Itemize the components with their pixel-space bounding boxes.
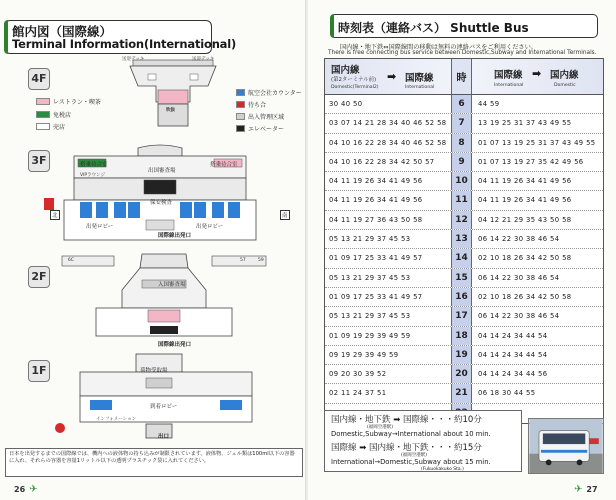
header-rfrom-en: International bbox=[494, 83, 524, 88]
conn-line1-jp: 国内線・地下鉄 ➡ 国際線・・・約10分 bbox=[331, 415, 482, 425]
departure-minutes-intl-to-dom: 01 07 13 19 27 35 42 49 56 bbox=[478, 157, 584, 166]
hour-cell: 21 bbox=[452, 384, 472, 402]
departure-minutes-dom-to-intl: 05 13 21 29 37 45 53 bbox=[325, 269, 452, 287]
hour-cell: 15 bbox=[452, 269, 472, 287]
departure-minutes-intl-to-dom: 02 10 18 26 34 42 50 58 bbox=[478, 254, 572, 263]
departure-minutes-dom-to-intl: 05 13 21 29 37 45 53 bbox=[325, 230, 452, 248]
timetable-row bbox=[325, 327, 603, 346]
header-hour: 時 bbox=[452, 59, 472, 94]
floor-badge-3f: 3F bbox=[28, 150, 50, 172]
timetable-row bbox=[325, 230, 603, 249]
gate-57: 57 bbox=[240, 258, 246, 263]
departure-minutes-intl-to-dom: 01 07 13 19 25 31 37 43 49 55 bbox=[478, 138, 596, 147]
title-accent-bar bbox=[4, 20, 8, 54]
timetable-header bbox=[325, 59, 603, 95]
legend-label: 航空会社カウンター bbox=[248, 90, 302, 97]
airplane-icon: ✈ bbox=[574, 484, 583, 495]
departure-minutes-intl-to-dom: 02 10 18 26 34 42 50 58 bbox=[478, 292, 572, 301]
shuttle-title: 時刻表（連絡バス） Shuttle Bus bbox=[338, 21, 529, 35]
header-intl-to-domestic bbox=[472, 59, 603, 94]
page-number-right bbox=[574, 484, 598, 495]
title-accent-bar bbox=[330, 14, 334, 38]
conn-line2-en-sub: (Fukuokakuko Sta.) bbox=[421, 467, 464, 472]
gate-6c: 6C bbox=[68, 258, 75, 263]
departure-minutes-dom-to-intl: 02 11 24 37 51 bbox=[325, 384, 452, 402]
departure-minutes-intl-to-dom: 44 59 bbox=[478, 100, 500, 108]
timetable-body bbox=[325, 95, 603, 423]
departure-minutes-dom-to-intl: 04 11 19 27 36 43 50 58 bbox=[325, 211, 452, 229]
departure-minutes-dom-to-intl: 01 09 17 25 33 41 49 57 bbox=[325, 288, 452, 306]
departure-minutes-intl-to-dom: 13 19 25 31 37 43 49 55 bbox=[478, 119, 572, 128]
legend-elevator bbox=[236, 124, 284, 133]
departure-minutes-dom-to-intl: 04 10 16 22 28 34 40 46 52 58 bbox=[325, 134, 452, 152]
security-label: 保安検査 bbox=[150, 200, 173, 206]
departure-minutes-intl-to-dom: 04 14 24 34 44 54 bbox=[478, 350, 548, 359]
hour-cell: 9 bbox=[452, 153, 472, 171]
legend-entry-control bbox=[236, 112, 284, 121]
departure-minutes-dom-to-intl: 01 09 17 25 33 41 49 57 bbox=[325, 249, 452, 267]
conn-line2-jp: 国際線 ➡ 国内線・地下鉄・・・約15分 bbox=[331, 443, 482, 453]
lounge-label: VIPラウンジ bbox=[80, 173, 106, 178]
floor-badge-4f: 4F bbox=[28, 68, 50, 90]
legend-swatch bbox=[236, 101, 245, 108]
legend-airline-counter bbox=[236, 88, 302, 97]
departure-minutes-intl-to-dom: 04 14 24 34 44 56 bbox=[478, 370, 548, 379]
timetable-row bbox=[325, 114, 603, 133]
conn-line2-en: International→Domestic,Subway about 15 min. bbox=[331, 458, 491, 466]
arrow-right-icon: ➡ bbox=[532, 67, 542, 80]
waiting-right-label: 搭乗待合室 bbox=[210, 162, 238, 168]
departure-minutes-intl-to-dom: 04 12 21 29 35 43 50 58 bbox=[478, 215, 572, 224]
hour-cell: 6 bbox=[452, 95, 472, 113]
hour-cell: 7 bbox=[452, 114, 472, 132]
departure-minutes-dom-to-intl: 30 40 50 bbox=[325, 95, 452, 113]
header-domestic-to-intl bbox=[325, 59, 452, 94]
header-rto-jp: 国内線 bbox=[550, 70, 579, 81]
4f-center-label: 吹抜 bbox=[166, 108, 175, 113]
legend-swatch bbox=[36, 98, 50, 105]
departure-minutes-dom-to-intl: 04 11 19 26 34 41 49 56 bbox=[325, 172, 452, 190]
legend-swatch bbox=[36, 123, 50, 130]
checkin-left-label: 出発ロビー bbox=[86, 224, 114, 230]
timetable bbox=[324, 58, 604, 424]
legend-duty-free bbox=[36, 110, 71, 119]
conn-line1-en: Domestic,Subway→International about 10 min. bbox=[331, 430, 491, 438]
departure-minutes-dom-to-intl: 04 10 16 22 28 34 42 50 57 bbox=[325, 153, 452, 171]
legend-swatch bbox=[36, 111, 50, 118]
hour-cell: 17 bbox=[452, 307, 472, 325]
exit-label: 出口 bbox=[158, 434, 170, 440]
deck-left-label: 送迎デッキ bbox=[122, 57, 145, 62]
departure-minutes-dom-to-intl: 01 09 19 29 39 49 59 bbox=[325, 327, 452, 345]
timetable-row bbox=[325, 211, 603, 230]
header-from-en: Domestic(Terminal2) bbox=[331, 85, 379, 90]
marker-south: 南 bbox=[280, 210, 290, 220]
shuttle-subtitle-jp: 国内線・地下鉄⇔国際線間の移動は無料の連絡バスをご利用ください。 bbox=[340, 44, 537, 51]
elevator-icon bbox=[236, 125, 245, 132]
legend-label: 待ち合 bbox=[248, 102, 267, 109]
legend-shop bbox=[36, 122, 65, 131]
floor-badge-2f: 2F bbox=[28, 266, 50, 288]
departure-exit-label: 国際線出発口 bbox=[158, 342, 192, 348]
header-from-sub: (第2ターミナル前) bbox=[331, 77, 377, 83]
hour-cell: 18 bbox=[452, 327, 472, 345]
checkin-right-label: 出発ロビー bbox=[196, 224, 224, 230]
bus-photo bbox=[528, 418, 604, 474]
conn-line1-sub: (福岡空港駅) bbox=[367, 425, 394, 430]
departure-minutes-intl-to-dom: 06 14 22 30 38 46 54 bbox=[478, 273, 560, 282]
arrival-lobby-label: 到着ロビー bbox=[150, 404, 178, 410]
legend-meeting bbox=[236, 100, 266, 109]
departure-minutes-intl-to-dom: 06 14 22 30 38 46 54 bbox=[478, 235, 560, 244]
departure-minutes-dom-to-intl: 04 11 19 26 34 41 49 56 bbox=[325, 191, 452, 209]
timetable-row bbox=[325, 95, 603, 114]
departure-minutes-dom-to-intl: 09 19 29 39 49 59 bbox=[325, 346, 452, 364]
departure-minutes-intl-to-dom: 04 11 19 26 34 41 49 56 bbox=[478, 177, 572, 186]
timetable-row bbox=[325, 346, 603, 365]
timetable-row bbox=[325, 384, 603, 403]
timetable-row bbox=[325, 172, 603, 191]
page-number: 26 bbox=[14, 485, 26, 494]
hour-cell: 19 bbox=[452, 346, 472, 364]
conn-line2-sub: (福岡空港駅) bbox=[401, 453, 428, 458]
timetable-row bbox=[325, 288, 603, 307]
legend-swatch bbox=[236, 113, 245, 120]
hour-cell: 12 bbox=[452, 211, 472, 229]
departure-minutes-intl-to-dom: 04 14 24 34 44 54 bbox=[478, 331, 548, 340]
departure-minutes-dom-to-intl: 09 20 30 39 52 bbox=[325, 365, 452, 383]
departure-entrance-label: 国際線出発口 bbox=[158, 233, 192, 239]
arrow-right-icon: ➡ bbox=[387, 70, 397, 83]
page-number-left bbox=[14, 484, 38, 495]
departure-minutes-dom-to-intl: 05 13 21 29 37 45 53 bbox=[325, 307, 452, 325]
marker-north: 北 bbox=[50, 210, 60, 220]
hour-cell: 8 bbox=[452, 134, 472, 152]
header-to-jp: 国際線 bbox=[405, 73, 434, 84]
page-number: 27 bbox=[586, 485, 598, 494]
legend-label: 免税店 bbox=[53, 112, 72, 119]
terminal-title-en: Terminal Information(International) bbox=[12, 37, 237, 51]
hour-cell: 20 bbox=[452, 365, 472, 383]
gate-59: 59 bbox=[258, 258, 264, 263]
timetable-row bbox=[325, 269, 603, 288]
legend-label: 出入管理区域 bbox=[248, 114, 285, 121]
airplane-icon: ✈ bbox=[29, 484, 38, 495]
legend-restaurant bbox=[36, 97, 101, 106]
connection-times-box bbox=[324, 410, 522, 472]
timetable-row bbox=[325, 365, 603, 384]
departure-minutes-intl-to-dom: 06 18 30 44 55 bbox=[478, 389, 536, 398]
hour-cell: 10 bbox=[452, 172, 472, 190]
timetable-row bbox=[325, 307, 603, 326]
deck-right-label: 送迎デッキ bbox=[192, 57, 215, 62]
legend-label: 売店 bbox=[53, 124, 66, 131]
timetable-row bbox=[325, 153, 603, 172]
header-rto-en: Domestic bbox=[554, 83, 576, 88]
departure-minutes-intl-to-dom: 06 14 22 30 38 46 54 bbox=[478, 312, 560, 321]
floor-4f-map bbox=[118, 52, 228, 134]
departure-minutes-dom-to-intl: 03 07 14 21 28 34 40 46 52 58 bbox=[325, 114, 452, 132]
floor-badge-1f: 1F bbox=[28, 360, 50, 382]
shuttle-subtitle-en: There is free connecting bus service between Domestic,Subway and International Terminals. bbox=[328, 50, 597, 56]
timetable-row bbox=[325, 191, 603, 210]
header-from-jp: 国内線 bbox=[331, 65, 360, 76]
legend-swatch bbox=[236, 89, 245, 96]
header-rfrom-jp: 国際線 bbox=[494, 70, 523, 81]
info-label: インフォメーション bbox=[96, 417, 137, 422]
hour-cell: 16 bbox=[452, 288, 472, 306]
floor-2f-map bbox=[56, 250, 272, 344]
departure-minutes-intl-to-dom: 04 11 19 26 34 41 49 56 bbox=[478, 196, 572, 205]
hour-cell: 13 bbox=[452, 230, 472, 248]
arrival-hall-label: 入国審査場 bbox=[158, 282, 186, 288]
hour-cell: 14 bbox=[452, 249, 472, 267]
header-to-en: International bbox=[405, 85, 435, 90]
terminal-title-jp: 館内図（国際線） bbox=[12, 24, 113, 39]
legend-label: レストラン・喫茶 bbox=[53, 99, 101, 106]
baggage-label: 荷物受取場 bbox=[140, 368, 168, 374]
hour-cell: 11 bbox=[452, 191, 472, 209]
legend-label: エレベーター bbox=[248, 126, 285, 133]
customs-label: 出国審査場 bbox=[148, 168, 176, 174]
timetable-row bbox=[325, 249, 603, 268]
timetable-row bbox=[325, 134, 603, 153]
waiting-left-label: 搭乗待合室 bbox=[80, 162, 108, 168]
liquid-note: 日本を出発するまでの国際線では、機内への液体物の持ち込みが制限されています。液体物、ジェル類は100ml以下の容器に入れ、それらの容器を容量1リットル以下の透明プラスチック袋に入れてください。 bbox=[5, 448, 303, 477]
